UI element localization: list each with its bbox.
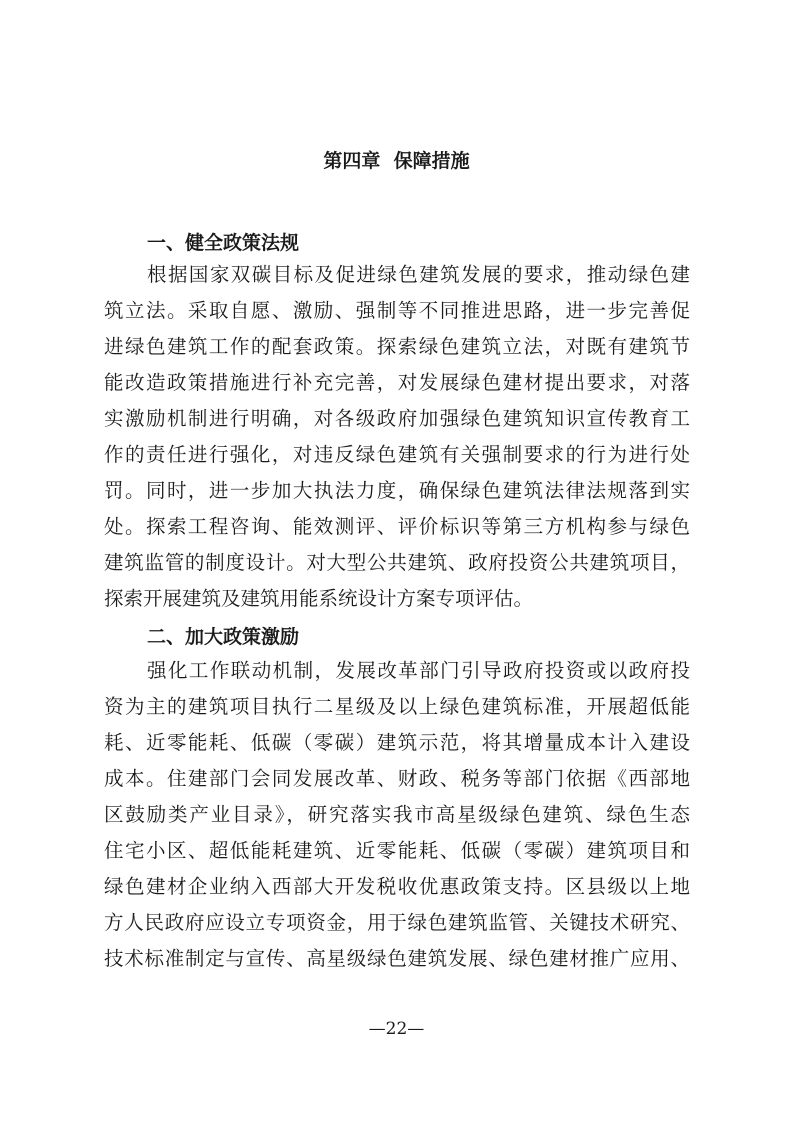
section-heading-2: 二、加大政策激励: [147, 626, 300, 648]
page-number: —22—: [368, 1019, 425, 1039]
paragraph-line: 根据国家双碳目标及促进绿色建筑发展的要求，推动绿色建: [147, 263, 690, 286]
paragraph-line: 住宅小区、超低能耗建筑、近零能耗、低碳（零碳）建筑项目和: [104, 839, 690, 862]
paragraph-line: 方人民政府应设立专项资金，用于绿色建筑监管、关键技术研究、: [104, 911, 690, 934]
paragraph-line: 能改造政策措施进行补充完善，对发展绿色建材提出要求，对落: [104, 371, 690, 394]
paragraph-line: 建筑监管的制度设计。对大型公共建筑、政府投资公共建筑项目，: [104, 551, 690, 574]
paragraph-line: 进绿色建筑工作的配套政策。探索绿色建筑立法，对既有建筑节: [104, 335, 690, 358]
paragraph-line: 实激励机制进行明确，对各级政府加强绿色建筑知识宣传教育工: [104, 407, 690, 430]
paragraph-line: 作的责任进行强化，对违反绿色建筑有关强制要求的行为进行处: [104, 443, 690, 466]
chapter-title: 第四章 保障措施: [323, 150, 470, 172]
paragraph-line: 筑立法。采取自愿、激励、强制等不同推进思路，进一步完善促: [104, 299, 690, 322]
paragraph-line: 资为主的建筑项目执行二星级及以上绿色建筑标准，开展超低能: [104, 695, 690, 718]
paragraph-line: 处。探索工程咨询、能效测评、评价标识等第三方机构参与绿色: [104, 515, 690, 538]
paragraph-line: 成本。住建部门会同发展改革、财政、税务等部门依据《西部地: [104, 767, 690, 790]
paragraph-line-last: 探索开展建筑及建筑用能系统设计方案专项评估。: [104, 587, 534, 610]
paragraph-line: 绿色建材企业纳入西部大开发税收优惠政策支持。区县级以上地: [104, 875, 690, 898]
paragraph-line: 技术标准制定与宣传、高星级绿色建筑发展、绿色建材推广应用、: [104, 947, 690, 970]
paragraph-line: 耗、近零能耗、低碳（零碳）建筑示范，将其增量成本计入建设: [104, 731, 690, 754]
paragraph-line: 强化工作联动机制，发展改革部门引导政府投资或以政府投: [147, 659, 690, 682]
paragraph-line: 区鼓励类产业目录》，研究落实我市高星级绿色建筑、绿色生态: [104, 803, 690, 826]
section-heading-1: 一、健全政策法规: [147, 232, 300, 254]
paragraph-line: 罚。同时，进一步加大执法力度，确保绿色建筑法律法规落到实: [104, 479, 690, 502]
